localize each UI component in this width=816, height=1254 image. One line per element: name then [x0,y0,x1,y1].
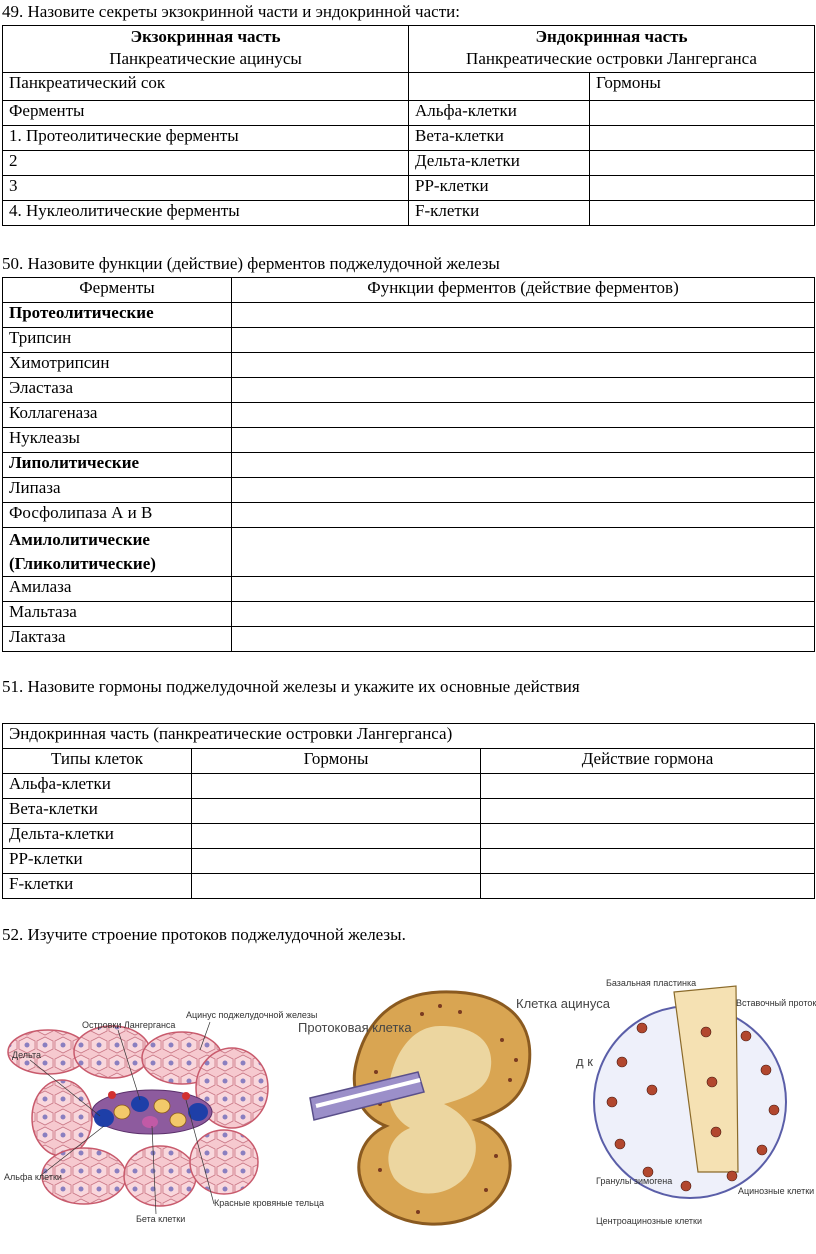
action-header: Действие гормона [481,749,815,774]
acinus-section [594,986,786,1198]
endocrine-cell-type: Вета-клетки [409,126,590,151]
answer-cell[interactable] [232,328,815,353]
enzyme-name: Мальтаза [3,602,232,627]
duct-cell-label [298,1020,412,1035]
duct-cell-text: Протоковая клетка [298,1020,412,1035]
enzyme-name: Эластаза [3,378,232,403]
answer-cell[interactable] [481,824,815,849]
exocrine-header-cell [3,26,409,73]
answer-cell[interactable] [232,503,815,528]
endocrine-cell-type: РР-клетки [409,176,590,201]
question-50-title: 50. Назовите функции (действие) ферментов поджелудочной железы [2,254,500,273]
zymogen-label: Гранулы зимогена [596,1176,673,1186]
answer-cell[interactable] [232,602,815,627]
answer-cell[interactable] [232,577,815,602]
duct-structure-illustration [586,972,816,1234]
empty-cell[interactable] [409,73,590,101]
enzyme-name: Трипсин [3,328,232,353]
endocrine-header: Эндокринная часть (панкреатические островки Лангерганса) [3,724,815,749]
endocrine-heading: Эндокринная часть [535,27,688,46]
acinus-lobe [190,1130,258,1194]
answer-cell[interactable] [232,353,815,378]
answer-cell[interactable] [192,824,481,849]
basal-label: Базальная пластинка [606,978,697,988]
endocrine-cell-type: Дельта-клетки [409,151,590,176]
exocrine-row-cell: 4. Нуклеолитические ферменты [3,201,409,226]
endocrine-subheading: Панкреатические островки Лангерганса [466,49,757,68]
answer-cell[interactable] [232,378,815,403]
acinus-cell-text: Клетка ацинуса [516,996,610,1011]
answer-cell[interactable] [481,874,815,899]
enzyme-name: Коллагеназа [3,403,232,428]
answer-cell[interactable] [232,453,815,478]
exocrine-heading: Экзокринная часть [130,27,281,46]
enzymes-table [2,277,815,652]
answer-cell[interactable] [192,799,481,824]
acinus-lobe [124,1146,196,1206]
answer-cell[interactable] [232,403,815,428]
question-49-title: 49. Назовите секреты экзокринной части и эндокринной части: [2,2,460,21]
answer-cell[interactable] [232,303,815,328]
endocrine-cell-type: Альфа-клетки [409,101,590,126]
hormones-cell: Гормоны [590,73,815,101]
question-51-title: 51. Назовите гормоны поджелудочной железы и укажите их основные действия [2,677,580,696]
question-52-title: 52. Изучите строение протоков поджелудочной железы. [2,925,406,944]
enzyme-name: Фосфолипаза А и В [3,503,232,528]
functions-header: Функции ферментов (действие ферментов) [232,278,815,303]
cell-type: Вета-клетки [3,799,192,824]
enzyme-group: Амилолитические [9,530,150,549]
acinus-duct-illustration [290,980,610,1240]
cell-type: F-клетки [3,874,192,899]
acinus-lobe [74,1026,150,1078]
enzyme-name: Химотрипсин [3,353,232,378]
answer-cell[interactable] [481,849,815,874]
hormones-table [2,723,815,899]
enzymes-header: Ферменты [3,278,232,303]
cell-type: Дельта-клетки [3,824,192,849]
answer-cell[interactable] [232,478,815,503]
answer-cell[interactable] [590,176,815,201]
exocrine-subheading: Панкреатические ацинусы [109,49,302,68]
enzyme-name: Липаза [3,478,232,503]
enzyme-name: Лактаза [3,627,232,652]
acinus-lobe [32,1080,92,1156]
answer-cell[interactable] [481,799,815,824]
enzyme-name: Амилаза [3,577,232,602]
enzyme-group: Липолитические [3,453,232,478]
answer-cell[interactable] [590,126,815,151]
beta-label: Бета клетки [136,1214,186,1224]
exocrine-row-cell: 2 [3,151,409,176]
islets-label: Островки Лангерганса [82,1020,176,1030]
cell-type: Альфа-клетки [3,774,192,799]
answer-cell[interactable] [232,627,815,652]
hormones-header: Гормоны [192,749,481,774]
acinus-label: Ацинус поджелудочной железы [186,1010,318,1020]
answer-cell[interactable] [232,528,815,577]
enzyme-group-cell [3,528,232,577]
acinar-label: Ацинозные клетки [738,1186,815,1196]
answer-cell[interactable] [590,101,815,126]
alpha-label: Альфа клетки [4,1172,62,1182]
answer-cell[interactable] [192,774,481,799]
answer-cell[interactable] [481,774,815,799]
cell-type: РР-клетки [3,849,192,874]
answer-cell[interactable] [232,428,815,453]
rbc-label: Красные кровяные тельца [214,1198,324,1208]
exocrine-row-cell: 1. Протеолитические ферменты [3,126,409,151]
centroacinar-label: Центроацинозные клетки [596,1216,702,1226]
exocrine-row-cell: 3 [3,176,409,201]
delta-label: Дельта [12,1050,42,1060]
islet-illustration [0,1000,324,1230]
answer-cell[interactable] [192,874,481,899]
secretions-table [2,25,815,226]
enzyme-group: Протеолитические [3,303,232,328]
endocrine-header-cell [409,26,815,73]
exocrine-row-cell: Ферменты [3,101,409,126]
pancreatic-juice-cell: Панкреатический сок [3,73,409,101]
cell-types-header: Типы клеток [3,749,192,774]
enzyme-group-alt: (Гликолитические) [9,554,156,573]
answer-cell[interactable] [192,849,481,874]
endocrine-cell-type: F-клетки [409,201,590,226]
duct-label: Вставочный проток [736,998,816,1008]
answer-cell[interactable] [590,201,815,226]
answer-cell[interactable] [590,151,815,176]
enzyme-name: Нуклеазы [3,428,232,453]
edge-fragment: д к [576,1054,593,1069]
